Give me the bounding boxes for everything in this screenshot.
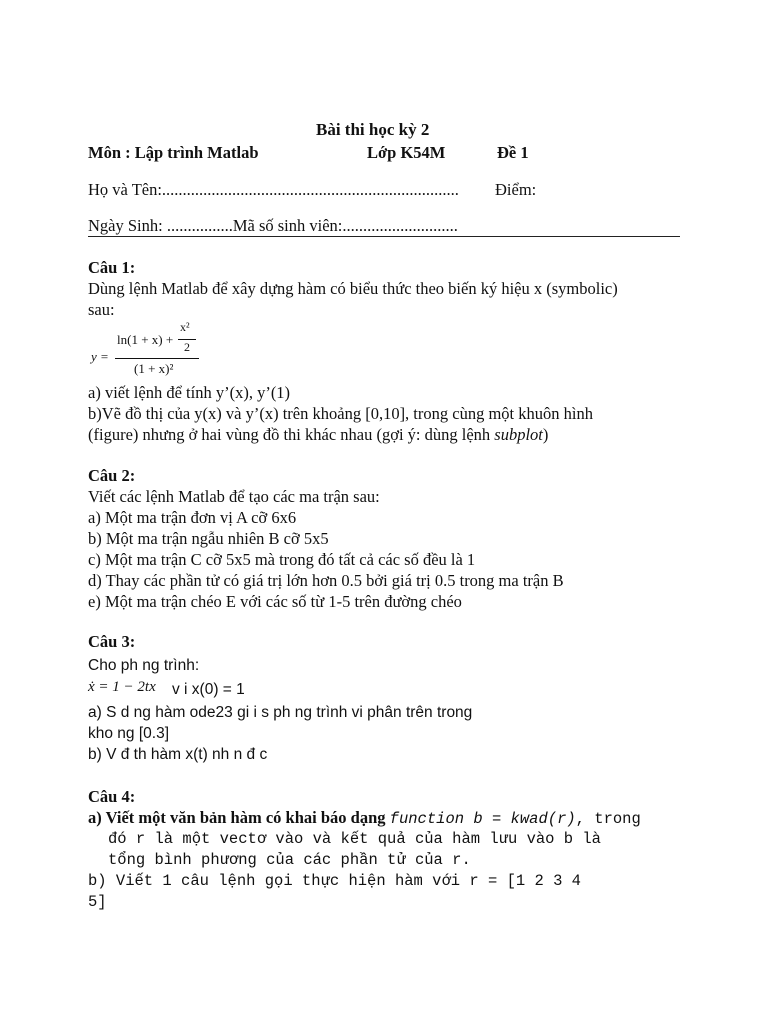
name-field: Họ và Tên:........................................................................ [88, 180, 459, 199]
exam-title: Bài thi học kỳ 2 [316, 120, 430, 139]
q4-part-a-line2: đó r là một vectơ vào và kết quả của hàm lưu vào b là [108, 830, 601, 848]
q3-intro: Cho ph ng trình: [88, 657, 200, 674]
q3-heading: Câu 3: [88, 632, 136, 651]
q3-part-a-line2: kho ng [0.3] [88, 725, 170, 742]
q1-line2: sau: [88, 300, 115, 319]
q4-part-a-line3: tổng bình phương của các phần tử của r. [108, 851, 471, 869]
q3-equation: ẋ = 1 − 2tx [88, 679, 156, 695]
formula-denominator: (1 + x)² [134, 361, 174, 376]
q1-part-b-line2 [88, 425, 548, 445]
exam-code: Đề 1 [497, 143, 529, 162]
q2-item-e: e) Một ma trận chéo E với các số từ 1-5 trên đường chéo [88, 592, 462, 611]
score-field: Điểm: [495, 180, 537, 199]
q3-part-b: b) V đ th hàm x(t) nh n đ c [88, 746, 268, 763]
dob-id-field: Ngày Sinh: ................Mã số sinh viên:............................ [88, 216, 458, 235]
subject-label: Môn : Lập trình Matlab [88, 143, 259, 162]
q2-heading: Câu 2: [88, 466, 136, 485]
formula-fraction-bar [115, 358, 199, 359]
q4-a-tail: , trong [575, 810, 641, 828]
formula-numerator-2: 2 [184, 340, 190, 354]
q4-part-b-line1: b) Viết 1 câu lệnh gọi thực hiện hàm với r = [1 2 3 4 [88, 872, 581, 890]
class-label: Lớp K54M [367, 143, 446, 162]
formula-y: y = [91, 349, 109, 364]
q1-b2-text: (figure) nhưng ở hai vùng đồ thi khác nhau (gợi ý: dùng lệnh [88, 425, 495, 444]
q1-b2-command: subplot [494, 425, 543, 444]
q4-heading: Câu 4: [88, 787, 136, 806]
q3-equation-tail: v i x(0) = 1 [172, 681, 245, 698]
q3-part-a-line1: a) S d ng hàm ode23 gi i s ph ng trình vi phân trên trong [88, 704, 473, 721]
q4-a-text: a) Viết một văn bản hàm có khai báo dạng [88, 808, 390, 827]
q1-part-b-line1: b)Vẽ đồ thị của y(x) và y’(x) trên khoảng [0,10], trong cùng một khuôn hình [88, 404, 593, 423]
q2-item-d: d) Thay các phần tử có giá trị lớn hơn 0.5 bởi giá trị 0.5 trong ma trận B [88, 571, 564, 590]
q1-heading: Câu 1: [88, 258, 136, 277]
q4-part-b-line2: 5] [88, 893, 107, 911]
q2-intro: Viết các lệnh Matlab để tạo các ma trận sau: [88, 487, 380, 506]
q2-item-b: b) Một ma trận ngẫu nhiên B cỡ 5x5 [88, 529, 329, 548]
q4-part-a-line1 [88, 808, 641, 829]
formula-numerator-x2: x² [180, 320, 190, 334]
q1-line1: Dùng lệnh Matlab để xây dựng hàm có biểu thức theo biến ký hiệu x (symbolic) [88, 279, 618, 298]
q2-item-a: a) Một ma trận đơn vị A cỡ 6x6 [88, 508, 297, 527]
q1-part-a: a) viết lệnh để tính y’(x), y’(1) [88, 383, 291, 402]
q2-item-c: c) Một ma trận C cỡ 5x5 mà trong đó tất cả các số đều là 1 [88, 550, 476, 569]
q4-a-code: function b = kwad(r) [389, 810, 576, 828]
formula-numerator-ln: ln(1 + x) + [117, 332, 174, 347]
q1-b2-close: ) [542, 425, 549, 444]
header-divider [88, 236, 680, 237]
